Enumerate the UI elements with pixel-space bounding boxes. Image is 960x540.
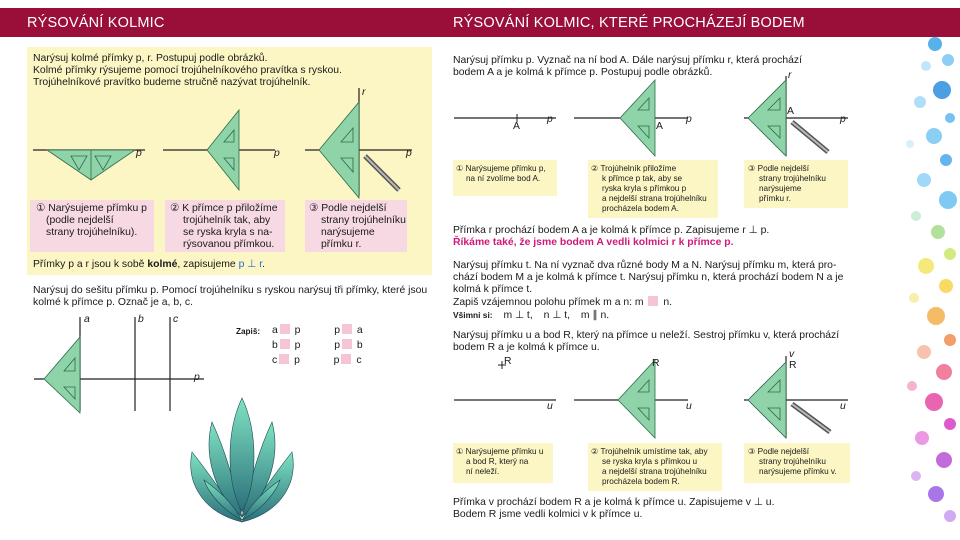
zapis-label: Zapiš: — [236, 327, 261, 336]
r-step5-line2: se ryska kryla s přímkou u — [602, 457, 698, 466]
fig6-label-R: R — [789, 360, 797, 371]
fig3-label-p: p — [840, 114, 846, 125]
task-label-c: c — [173, 314, 179, 325]
left-step3-line1: ③ Podle nejdelší — [309, 203, 387, 214]
r-step5-line3: a nejdelší strana trojúhelníku — [602, 467, 707, 476]
left-intro-1: Narýsuj kolmé přímky p, r. Postupuj podle obrázků. — [33, 53, 268, 64]
left-step2-line4: rýsovanou přímkou. — [183, 239, 275, 250]
r-step2-line5: procházela bodem A. — [602, 204, 679, 213]
left-intro-3: Trojúhelníkové pravítko budeme stručně nazývat trojúhelník. — [33, 77, 311, 88]
right-result-1: Přímka r prochází bodem A a je kolmá k přímce p. Zapisujeme r ⊥ p. — [453, 225, 770, 236]
set-square-icon — [47, 150, 135, 180]
set-square-icon — [748, 80, 786, 156]
right-intro-1: Narýsuj přímku p. Vyznač na ní bod A. Dále narýsuj přímku r, která prochází — [453, 55, 803, 66]
left-fig2-label-p: p — [274, 148, 280, 159]
right-task3-2: bodem R a je kolmá k přímce u. — [453, 342, 600, 353]
pencil-icon — [365, 156, 399, 190]
r-step6-line2: strany trojúhelníku — [759, 457, 826, 466]
right-title: RÝSOVÁNÍ KOLMIC, KTERÉ PROCHÁZEJÍ BODEM — [453, 15, 805, 31]
left-step3-line3: narýsujeme — [321, 227, 375, 238]
left-step2-line1: ② K přímce p přiložíme — [170, 203, 278, 214]
fig1-label-p: p — [547, 114, 553, 125]
left-title: RÝSOVÁNÍ KOLMIC — [27, 15, 165, 31]
task-label-p: p — [194, 372, 200, 383]
left-construction-figures — [27, 90, 432, 200]
zapis-row-2: b p p b — [272, 340, 363, 351]
right-result-2a: Přímka v prochází bodem R a je kolmá k přímce u. Zapisujeme v ⊥ u. — [453, 497, 775, 508]
left-fig3-label-r: r — [362, 87, 366, 98]
right-result-1-magenta: Říkáme také, že jsme bodem A vedli kolmici r k přímce p. — [453, 237, 734, 248]
r-step1-line2: na ní zvolíme bod A. — [466, 174, 541, 183]
right-task2-4: Zapiš vzájemnou polohu přímek m a n: m n. — [453, 297, 673, 308]
left-intro-2: Kolmé přímky rýsujeme pomocí trojúhelníkového pravítka s ryskou. — [33, 65, 342, 76]
fig3-label-r: r — [788, 70, 792, 81]
right-construction-figures-1 — [452, 76, 862, 156]
r-step2-line1: ② Trojúhelník přiložíme — [591, 164, 677, 173]
r-step4-line3: ní neleží. — [466, 467, 500, 476]
set-square-icon — [207, 110, 239, 190]
r-step3-line3: narýsujeme — [759, 184, 802, 193]
r-step2-line4: a nejdelší strana trojúhelníku — [602, 194, 707, 203]
answer-chip[interactable] — [648, 296, 658, 306]
colorful-dots-decoration — [890, 40, 956, 530]
fig6-label-v: v — [789, 349, 795, 360]
r-step2-line3: ryska kryla s přímkou p — [602, 184, 687, 193]
right-result-2b: Bodem R jsme vedli kolmici v k přímce u. — [453, 509, 643, 520]
set-square-icon — [319, 102, 359, 198]
fig2-label-A: A — [656, 121, 663, 132]
r-step4-line1: ① Narýsujeme přímku u — [456, 447, 544, 456]
left-step1-line1: ① Narýsujeme přímku p — [36, 203, 147, 214]
r-step2-line2: k přímce p tak, aby se — [602, 174, 683, 183]
r-step1-line1: ① Narýsujeme přímku p, — [456, 164, 546, 173]
r-step6-line3: narýsujeme přímku v. — [759, 467, 837, 476]
left-task-1: Narýsuj do sešitu přímku p. Pomocí trojúhelníku s ryskou narýsuj tři přímky, které jsou — [33, 285, 428, 296]
set-square-icon — [748, 362, 786, 438]
fig2-label-p: p — [686, 114, 692, 125]
fig3-label-A: A — [787, 106, 794, 117]
left-fig3-label-p: p — [406, 148, 412, 159]
pencil-icon — [792, 122, 828, 152]
right-intro-2: bodem A a je kolmá k přímce p. Postupuj podle obrázků. — [453, 67, 713, 78]
left-step1-line2: (podle nejdelší — [46, 215, 114, 226]
pencil-icon — [792, 404, 830, 432]
left-step1-line3: strany trojúhelníku). — [46, 227, 138, 238]
task-label-a: a — [84, 314, 90, 325]
right-task2-1: Narýsuj přímku t. Na ní vyznač dva různé body M a N. Narýsuj přímku m, která pro- — [453, 260, 837, 271]
fig6-label-u: u — [840, 401, 846, 412]
set-square-icon — [620, 80, 655, 156]
r-step6-line1: ③ Podle nejdelší — [748, 447, 810, 456]
r-step4-line2: a bod R, který na — [466, 457, 529, 466]
zapis-row-3: c p p c — [272, 355, 362, 366]
succulent-plant-image — [182, 392, 302, 532]
left-step3-line2: strany trojúhelníku — [321, 215, 406, 226]
left-fig1-label-p: p — [136, 148, 142, 159]
fig5-label-u: u — [686, 401, 692, 412]
r-step3-line1: ③ Podle nejdelší — [748, 164, 810, 173]
fig4-label-R: R — [504, 356, 512, 367]
left-step3-line4: přímku r. — [321, 239, 362, 250]
right-task2-3: kolmá k přímce t. — [453, 284, 533, 295]
header-bar — [0, 8, 960, 37]
left-conclusion: Přímky p a r jsou k sobě kolmé, zapisujeme p ⊥ r. — [33, 259, 265, 270]
set-square-icon — [618, 360, 655, 438]
fig5-label-R: R — [652, 358, 660, 369]
notice-row: Všimni si: m ⊥ t, n ⊥ t, m ∥ n. — [453, 310, 610, 321]
r-step3-line2: strany trojúhelníku — [759, 174, 826, 183]
right-task3-1: Narýsuj přímku u a bod R, který na přímce u neleží. Sestroj přímku v, která prochází — [453, 330, 840, 341]
left-step2-line2: trojúhelník tak, aby — [183, 215, 271, 226]
right-task2-2: chází bodem M a je kolmá k přímce t. Narýsuj přímku n, která prochází bodem N a je — [453, 272, 844, 283]
r-step5-line4: procházela bodem R. — [602, 477, 680, 486]
task-label-b: b — [138, 314, 144, 325]
set-square-icon — [44, 337, 80, 413]
fig1-label-A: A — [513, 121, 520, 132]
fig4-label-u: u — [547, 401, 553, 412]
zapis-row-1: a p p a — [272, 325, 363, 336]
r-step3-line4: přímku r. — [759, 194, 791, 203]
left-task-2: kolmé k přímce p. Označ je a, b, c. — [33, 297, 193, 308]
left-step2-line3: se ryska kryla s na- — [183, 227, 273, 238]
r-step5-line1: ② Trojúhelník umístíme tak, aby — [591, 447, 708, 456]
